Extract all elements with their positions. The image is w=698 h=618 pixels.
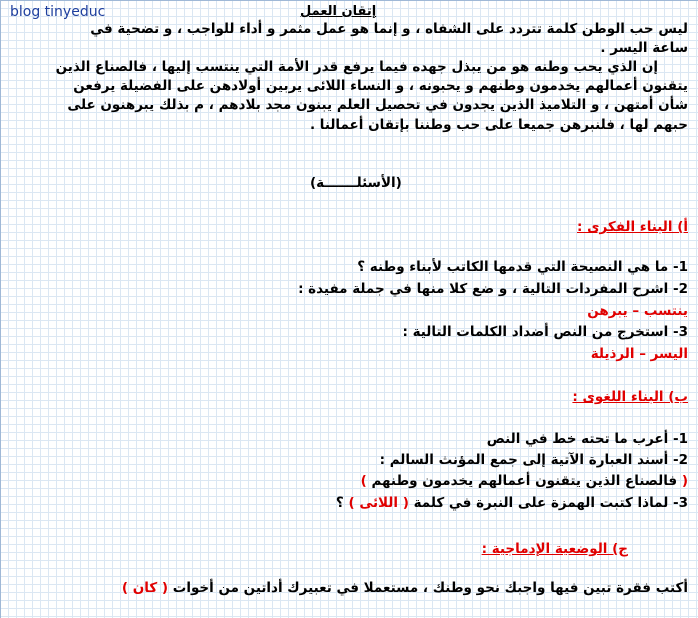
question-b3-end: ؟ bbox=[335, 495, 344, 511]
section-c-word: ( كان ) bbox=[121, 580, 169, 596]
question-a3: 3- استخرج من النص أضداد الكلمات التالية : bbox=[402, 324, 688, 340]
sentence-text: فالصناع الذين يتقنون أعمالهم يخدمون وطنهم bbox=[371, 473, 678, 489]
paren-open: ( bbox=[681, 473, 688, 489]
question-a2-words: ينتسب – يبرهن bbox=[587, 303, 688, 319]
question-b2: 2- أسند العبارة الآتية إلى جمع المؤنث السالم : bbox=[379, 452, 688, 468]
page-frame-left bbox=[0, 0, 1, 618]
section-c-heading: ج) الوضعية الإدماجية : bbox=[481, 541, 628, 557]
section-b-heading: ب) البناء اللغوى : bbox=[572, 389, 688, 405]
paren-close: ) bbox=[360, 473, 367, 489]
question-a2: 2- اشرح المفردات التالية ، و ضع كلا منها في جملة مفيدة : bbox=[298, 281, 688, 297]
section-c-text: أكتب فقرة تبين فيها واجبك نحو وطنك ، مستعملا في تعبيرك أداتين من أخوات bbox=[172, 580, 688, 596]
passage-line: شأن أمتهن ، و التلاميذ الذين يجدون في تحصيل العلم يبنون مجد بلادهم ، م بذلك يبرهنون على bbox=[67, 97, 688, 113]
page-title: إتقان العمل bbox=[300, 4, 377, 19]
question-b3 bbox=[336, 494, 688, 513]
passage-line: إن الذي يحب وطنه هو من يبذل جهده فيما يرفع قدر الأمة التي ينتسب إليها ، فالصناع الذين bbox=[55, 59, 658, 75]
question-b3-text: 3- لماذا كتبت الهمزة على النبرة في كلمة bbox=[413, 495, 688, 511]
question-b3-word: ( اللائى ) bbox=[348, 495, 409, 511]
section-c-task bbox=[122, 579, 688, 598]
watermark: blog tinyeduc bbox=[10, 4, 106, 20]
passage-line: يتقنون أعمالهم يخدمون وطنهم و يحبونه ، و النساء اللائى يربين أولادهن على الفضيلة يرفعن bbox=[73, 78, 688, 94]
passage-line: حبهم لها ، فلنبرهن جميعا على حب وطننا بإتقان أعمالنا . bbox=[309, 117, 688, 133]
question-b2-sentence bbox=[361, 472, 688, 491]
passage-line: ليس حب الوطن كلمة تتردد على الشفاه ، و إنما هو عمل مثمر و أداء للواجب ، و تضحية في bbox=[90, 21, 688, 37]
question-a1: 1- ما هي النصيحة التي قدمها الكاتب لأبناء وطنه ؟ bbox=[357, 259, 688, 275]
question-a3-words: اليسر – الرذيلة bbox=[590, 346, 688, 362]
passage-line: ساعة اليسر . bbox=[600, 40, 688, 56]
section-a-heading: أ) البناء الفكرى : bbox=[576, 219, 688, 235]
question-b1: 1- أعرب ما تحته خط في النص bbox=[486, 431, 688, 447]
page-frame-top bbox=[0, 0, 698, 1]
questions-heading: (الأسئلـــــــة) bbox=[310, 175, 402, 191]
